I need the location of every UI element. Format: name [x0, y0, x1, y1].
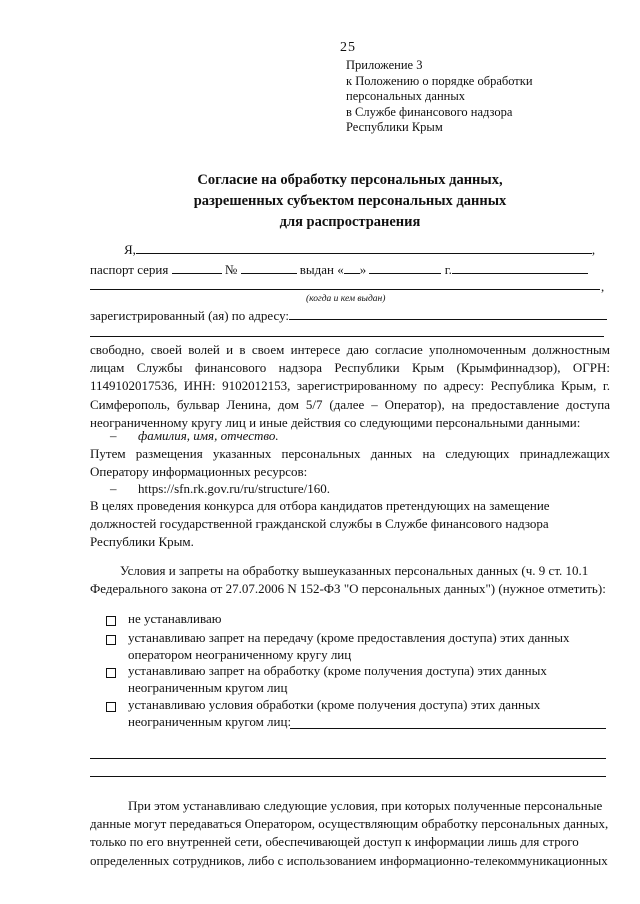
option-checkbox[interactable]: [106, 702, 116, 712]
option-label: [128, 697, 540, 730]
option-checkbox[interactable]: [106, 635, 116, 645]
year-label: г.: [444, 262, 452, 277]
passport-line: [90, 262, 588, 278]
annex-line: в Службе финансового надзора: [346, 104, 513, 119]
bullet-text: фамилия, имя, отчество.: [138, 428, 279, 443]
option-label: [128, 630, 569, 663]
closing-paragraph: [90, 797, 610, 870]
name-blank[interactable]: [136, 242, 592, 254]
purpose-line: должностей государственной гражданской службы в Службе финансового надзора: [90, 516, 549, 532]
title-line: разрешенных субъектом персональных данных: [193, 193, 507, 209]
comma: ,: [591, 242, 596, 257]
consent-line: Симферополь, бульвар Ленина, дом 5/7 (далее – Оператор), на предоставление доступа: [90, 396, 610, 412]
annex-line: Приложение 3: [346, 58, 423, 72]
title-line: для распространения: [279, 214, 421, 230]
resources-paragraph: [90, 445, 610, 481]
consent-paragraph: [90, 341, 610, 432]
annex-line: Республики Крым: [346, 120, 443, 134]
option-line: устанавливаю запрет на передачу (кроме предоставления доступа) этих данных: [128, 630, 570, 645]
closing-line: данные могут передаваться Оператором, осуществляющим обработку персональных данных,: [90, 816, 609, 832]
annex-line: к Положению о порядке обработки: [346, 73, 533, 88]
conditions-blank-2[interactable]: [90, 758, 606, 759]
issued-year-blank[interactable]: [452, 262, 588, 274]
resources-line: Оператору информационных ресурсов:: [90, 464, 308, 480]
option-line: устанавливаю условия обработки (кроме получения доступа) этих данных: [128, 697, 541, 712]
annex-header: [346, 58, 533, 136]
consent-line: свободно, своей волей и в своем интересе даю согласие уполномоченным должностным: [90, 342, 610, 357]
purpose-line: Республики Крым.: [90, 534, 194, 550]
name-line: [124, 242, 595, 258]
address-line: [90, 308, 607, 324]
option-line: устанавливаю запрет на обработку (кроме получения доступа) этих данных: [128, 663, 547, 678]
issued-quote: »: [359, 262, 367, 277]
name-label: Я,: [124, 242, 136, 257]
address-label: зарегистрированный (ая) по адресу:: [90, 308, 290, 323]
conditions-intro: [90, 562, 610, 598]
comma: ,: [601, 279, 605, 294]
option-line: неограниченным кругом лиц:: [128, 713, 292, 729]
passport-number-blank[interactable]: [241, 262, 297, 274]
option-line: не устанавливаю: [128, 611, 222, 626]
option-label: [128, 611, 221, 628]
purpose-line: В целях проведения конкурса для отбора кандидатов претендующих на замещение: [90, 498, 550, 513]
conditions-blank[interactable]: [290, 728, 606, 729]
url-bullet: [110, 481, 330, 497]
issued-by-blank[interactable]: [90, 289, 600, 290]
consent-line: лицам Службы финансового надзора Республики Крым (Крымфиннадзор), ОГРН:: [90, 360, 610, 376]
passport-series-blank[interactable]: [172, 262, 222, 274]
document-title: [90, 170, 610, 233]
passport-series-label: паспорт серия: [90, 262, 169, 277]
passport-number-label: №: [224, 262, 238, 277]
address-blank[interactable]: [289, 308, 607, 320]
issued-label: выдан «: [299, 262, 344, 277]
resource-url[interactable]: https://sfn.rk.gov.ru/ru/structure/160.: [138, 481, 330, 496]
consent-line: неограниченному кругу лиц и иные действия со следующими персональными данными:: [90, 414, 581, 430]
option-checkbox[interactable]: [106, 668, 116, 678]
address-blank-2[interactable]: [90, 336, 604, 337]
conditions-blank-3[interactable]: [90, 776, 606, 777]
closing-line: При этом устанавливаю следующие условия, при которых полученные персональные: [128, 798, 603, 813]
dash-icon: –: [110, 481, 117, 496]
option-line: неограниченным кругом лиц: [128, 679, 288, 695]
option-label: [128, 663, 547, 696]
purpose-paragraph: [90, 497, 610, 552]
issued-day-blank[interactable]: [344, 262, 360, 274]
option-checkbox[interactable]: [106, 616, 116, 626]
resources-line: Путем размещения указанных персональных данных на следующих принадлежащих: [90, 446, 610, 461]
conditions-line: Федерального закона от 27.07.2006 N 152-ФЗ "О персональных данных") (нужное отметить):: [90, 581, 606, 597]
data-bullet: [110, 428, 279, 444]
issued-month-blank[interactable]: [369, 262, 441, 274]
annex-line: персональных данных: [346, 89, 465, 103]
issued-caption: (когда и кем выдан): [306, 294, 386, 304]
closing-line: определенных сотрудников, либо с использованием информационно-телекоммуникационных: [90, 852, 608, 868]
dash-icon: –: [110, 428, 117, 443]
closing-line: только по его внутренней сети, обеспечивающей доступ к информации лишь для строго: [90, 834, 579, 850]
consent-line: 1149102017536, ИНН: 9102012153, зарегистрированному по адресу: Республика Крым, г.: [90, 378, 610, 394]
title-line: Согласие на обработку персональных данных,: [197, 172, 503, 188]
option-line: оператором неограниченному кругу лиц: [128, 646, 352, 662]
page-number: 25: [340, 40, 356, 55]
conditions-line: Условия и запреты на обработку вышеуказанных персональных данных (ч. 9 ст. 10.1: [120, 563, 589, 578]
